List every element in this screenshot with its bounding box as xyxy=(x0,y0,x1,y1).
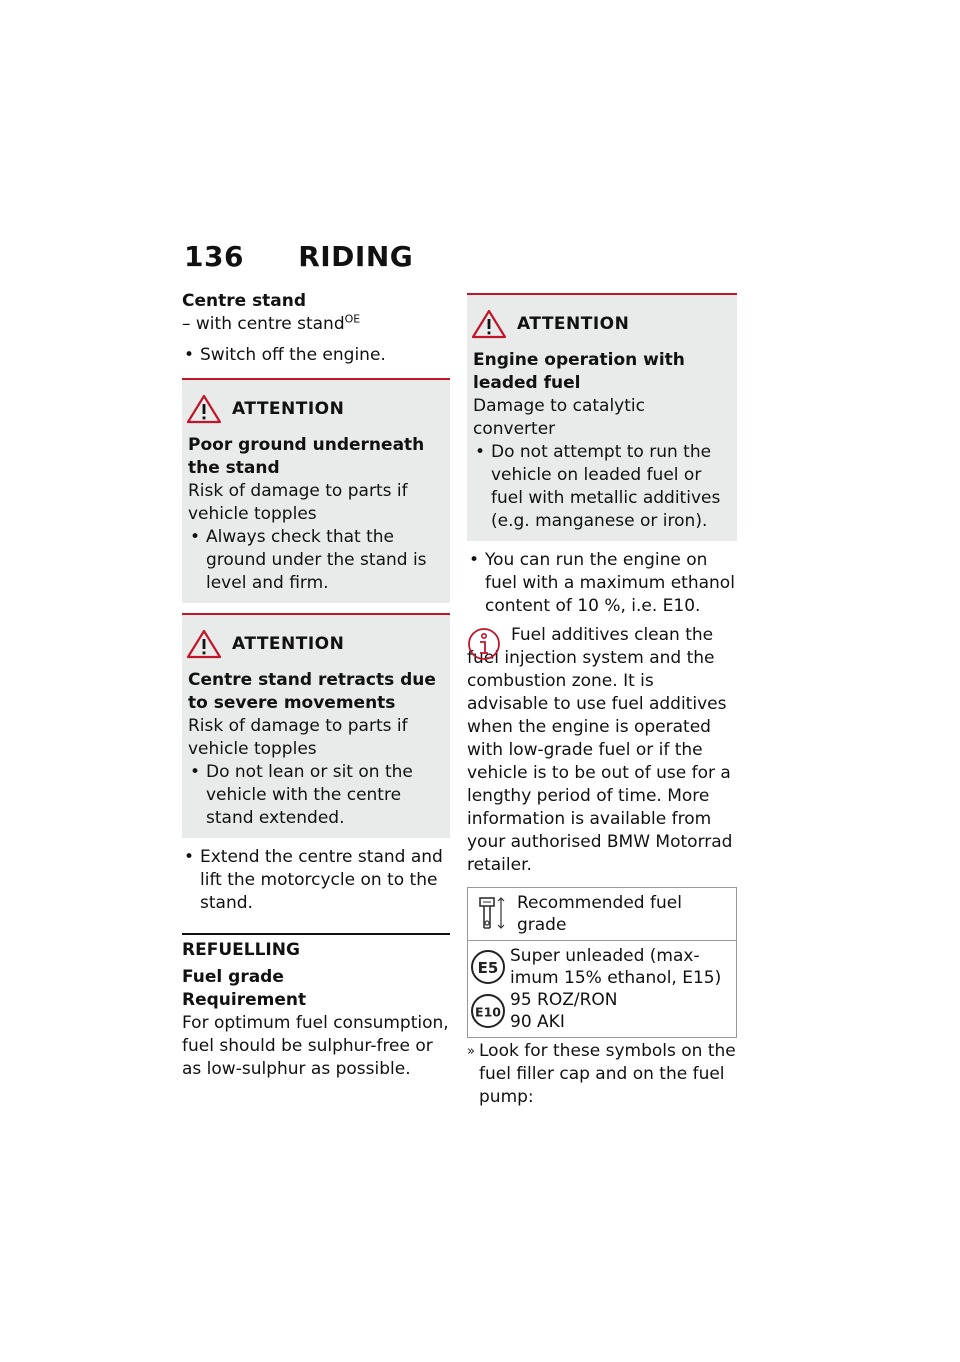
warning-consequence: Risk of damage to parts if vehicle topples xyxy=(188,716,408,759)
warning-title xyxy=(188,394,444,424)
equipment-line xyxy=(182,313,450,336)
left-column xyxy=(182,290,450,1081)
info-text: Fuel additives clean the fuel injection system and the combustion zone. It is advisable to use fuel additives when the engine is operated with low-grade fuel or if the vehicle is to be out of use for a lengthy period of time. More information is available from your authorised BMW Motorrad retailer. xyxy=(467,625,733,875)
refuelling-section xyxy=(182,933,450,1081)
table-cell: Recommended fuel grade xyxy=(516,893,682,935)
oe-mark: OE xyxy=(344,312,361,326)
arrow-marker-icon: » xyxy=(467,1044,475,1059)
step-switch-off: • Switch off the engine. xyxy=(182,344,450,367)
table-row xyxy=(468,888,736,940)
table-cell xyxy=(508,941,736,1037)
warning-title xyxy=(473,309,731,339)
warning-box-retract xyxy=(182,613,450,838)
right-column xyxy=(467,293,737,1109)
warning-label: ATTENTION xyxy=(232,634,345,654)
e10-badge-icon xyxy=(468,993,508,1029)
warning-triangle-icon xyxy=(471,309,507,339)
warning-bullet: • Do not lean or sit on the vehicle with the centre stand extended. xyxy=(188,761,444,830)
warning-box-ground xyxy=(182,378,450,603)
info-icon xyxy=(467,624,501,664)
fuel-aki: 90 AKI xyxy=(510,1012,565,1032)
warning-bullet: • Always check that the ground under the stand is level and firm. xyxy=(188,526,444,595)
centre-stand-title: Centre stand xyxy=(182,291,307,311)
fuel-spec: Super unleaded (max-imum 15% ethanol, E15) xyxy=(510,946,722,988)
table-icon-cell xyxy=(468,941,508,1037)
section-title: REFUELLING xyxy=(182,940,300,960)
warning-heading: Engine operation with leaded fuel xyxy=(473,350,685,393)
chapter-title: RIDING xyxy=(298,240,414,273)
warning-title xyxy=(188,629,444,659)
warning-heading: Centre stand retracts due to severe movements xyxy=(188,670,436,713)
fuel-grade-title: Fuel grade xyxy=(182,967,284,987)
warning-consequence: Risk of damage to parts if vehicle topples xyxy=(188,481,408,524)
e5-badge-text: E5 xyxy=(477,959,499,977)
warning-heading: Poor ground underneath the stand xyxy=(188,435,425,478)
equipment-text: – with centre stand xyxy=(182,314,345,334)
look-for-text: Look for these symbols on the fuel filler cap and on the fuel pump: xyxy=(479,1041,736,1107)
fuel-grade-icon xyxy=(474,894,508,934)
e5-badge-icon xyxy=(468,949,508,985)
warning-label: ATTENTION xyxy=(232,399,345,419)
e10-badge-text: E10 xyxy=(475,1004,501,1020)
warning-consequence: Damage to catalytic converter xyxy=(473,396,645,439)
look-for-symbols xyxy=(467,1040,737,1109)
warning-label: ATTENTION xyxy=(517,314,630,334)
warning-triangle-icon xyxy=(186,629,222,659)
page-number: 136 xyxy=(184,240,244,273)
ethanol-note: • You can run the engine on fuel with a maximum ethanol content of 10 %, i.e. E10. xyxy=(467,549,737,618)
fuel-ron: 95 ROZ/RON xyxy=(510,990,618,1010)
warning-triangle-icon xyxy=(186,394,222,424)
table-row xyxy=(468,940,736,1037)
fuel-grade-table xyxy=(467,887,737,1038)
requirement-text: For optimum fuel consumption, fuel should be sulphur-free or as low-sulphur as possible. xyxy=(182,1013,449,1079)
page-header xyxy=(184,240,413,273)
table-icon-cell xyxy=(468,888,515,940)
warning-box-leaded-fuel xyxy=(467,293,737,541)
step-extend-stand: • Extend the centre stand and lift the motorcycle on to the stand. xyxy=(182,846,450,915)
info-note xyxy=(467,624,737,877)
warning-bullet: • Do not attempt to run the vehicle on leaded fuel or fuel with metallic additives (e.g. manganese or iron). xyxy=(473,441,731,533)
requirement-title: Requirement xyxy=(182,990,307,1010)
